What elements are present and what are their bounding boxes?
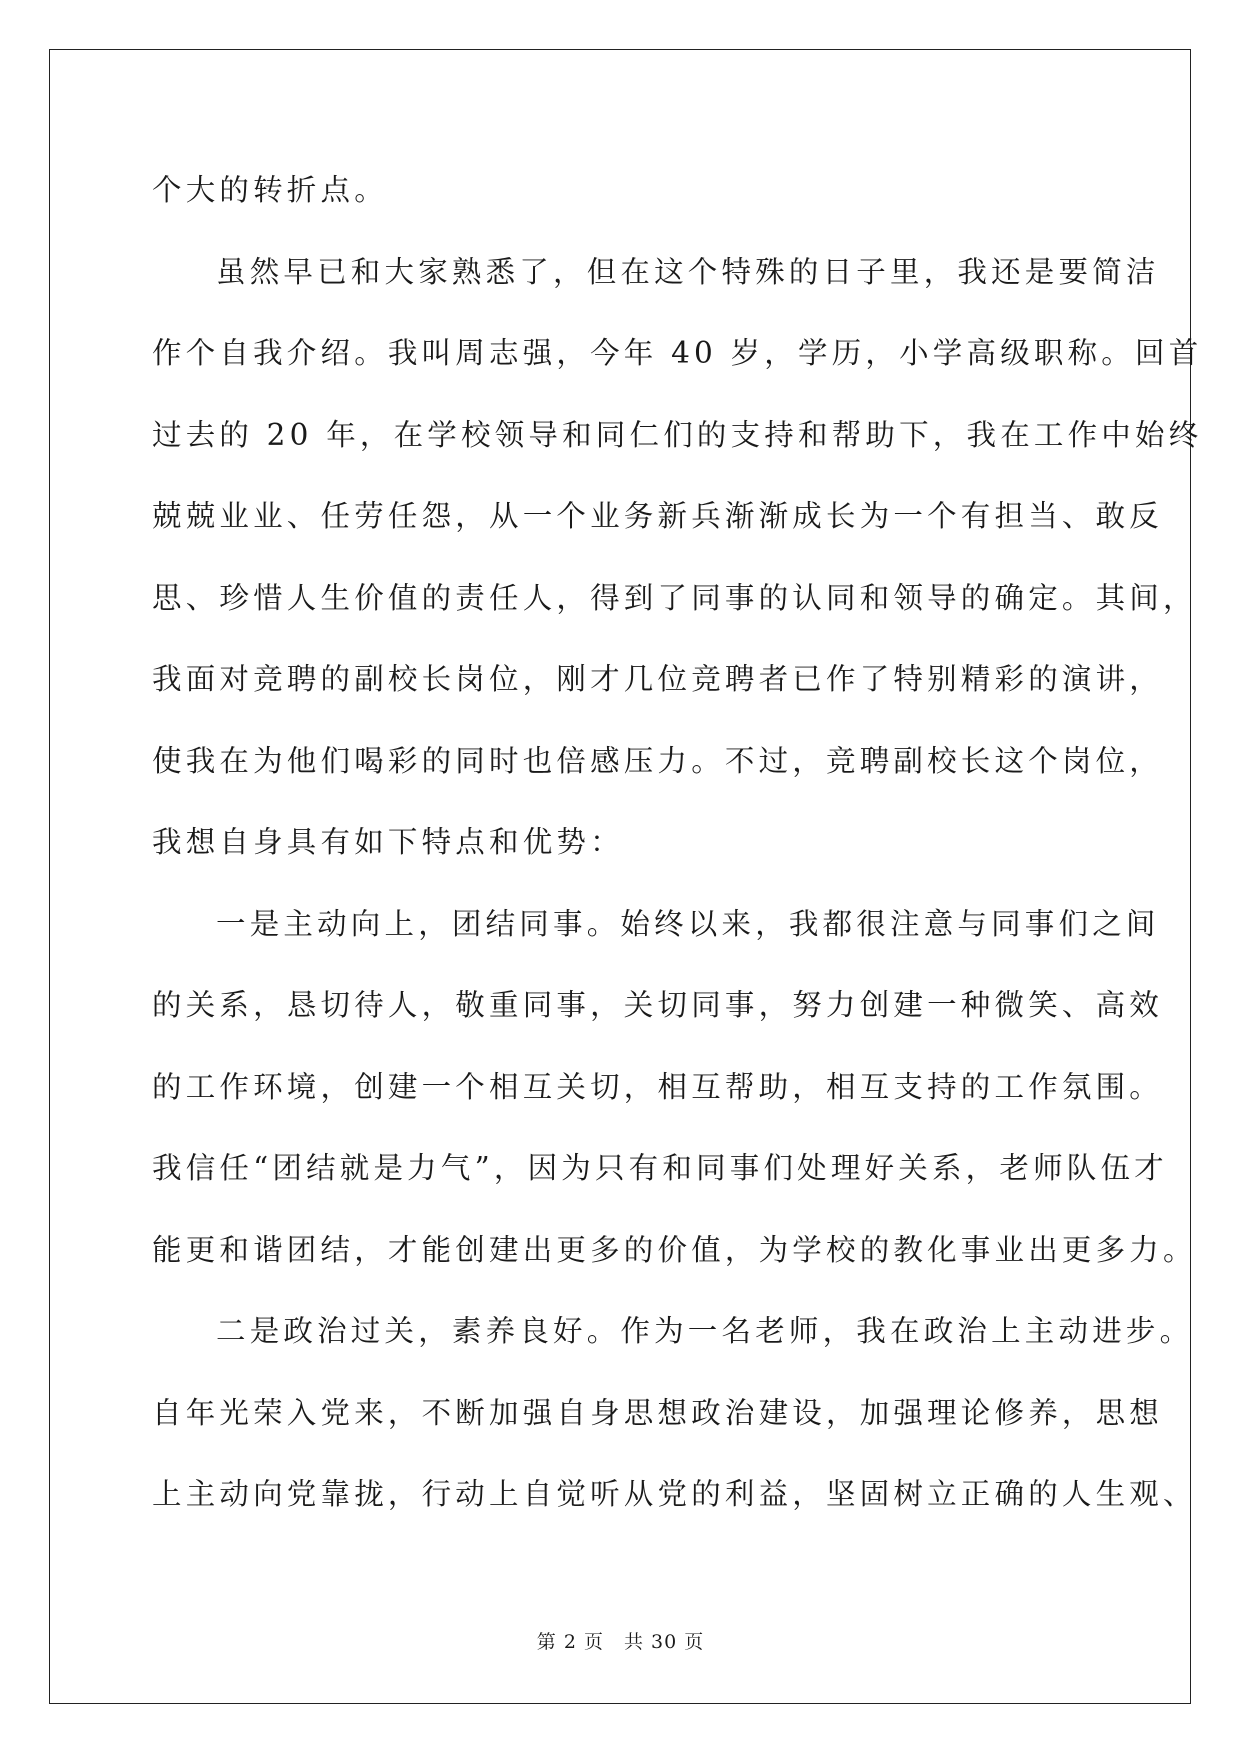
- text-line: 作个自我介绍。我叫周志强，今年 40 岁，学历，小学高级职称。回首: [152, 336, 1203, 370]
- text-line: 我想自身具有如下特点和优势：: [152, 825, 624, 859]
- text-line: 兢兢业业、任劳任怨，从一个业务新兵渐渐成长为一个有担当、敢反: [152, 499, 1164, 533]
- text-line: 能更和谐团结，才能创建出更多的价值，为学校的教化事业出更多力。: [152, 1232, 1197, 1267]
- text-line: 虽然早已和大家熟悉了，但在这个特殊的日子里，我还是要简洁: [216, 254, 1160, 289]
- text-line: 思、珍惜人生价值的责任人，得到了同事的认同和领导的确定。其间，: [152, 580, 1197, 615]
- text-line: 我面对竞聘的副校长岗位，刚才几位竞聘者已作了特别精彩的演讲，: [152, 662, 1164, 696]
- text-line: 使我在为他们喝彩的同时也倍感压力。不过，竞聘副校长这个岗位，: [152, 743, 1164, 778]
- page-number: 第 2 页: [536, 1631, 604, 1653]
- text-line: 二是政治过关，素养良好。作为一名老师，我在政治上主动进步。: [216, 1314, 1194, 1348]
- text-line: 个大的转折点。: [152, 173, 388, 207]
- text-line: 一是主动向上，团结同事。始终以来，我都很注意与同事们之间: [216, 906, 1160, 941]
- text-line: 我信任“团结就是力气”，因为只有和同事们处理好关系，老师队伍才: [152, 1151, 1168, 1185]
- text-line: 自年光荣入党来，不断加强自身思想政治建设，加强理论修养，思想: [152, 1395, 1164, 1430]
- page-footer: [0, 1627, 1241, 1654]
- total-pages: 共 30 页: [623, 1631, 705, 1653]
- document-body: [152, 150, 1203, 1536]
- text-line: 过去的 20 年，在学校领导和同仁们的支持和帮助下，我在工作中始终: [152, 417, 1203, 452]
- text-line: 上主动向党靠拢，行动上自觉听从党的利益，坚固树立正确的人生观、: [152, 1477, 1197, 1511]
- text-line: 的工作环境，创建一个相互关切，相互帮助，相互支持的工作氛围。: [152, 1069, 1164, 1104]
- text-line: 的关系，恳切待人，敬重同事，关切同事，努力创建一种微笑、高效: [152, 988, 1164, 1022]
